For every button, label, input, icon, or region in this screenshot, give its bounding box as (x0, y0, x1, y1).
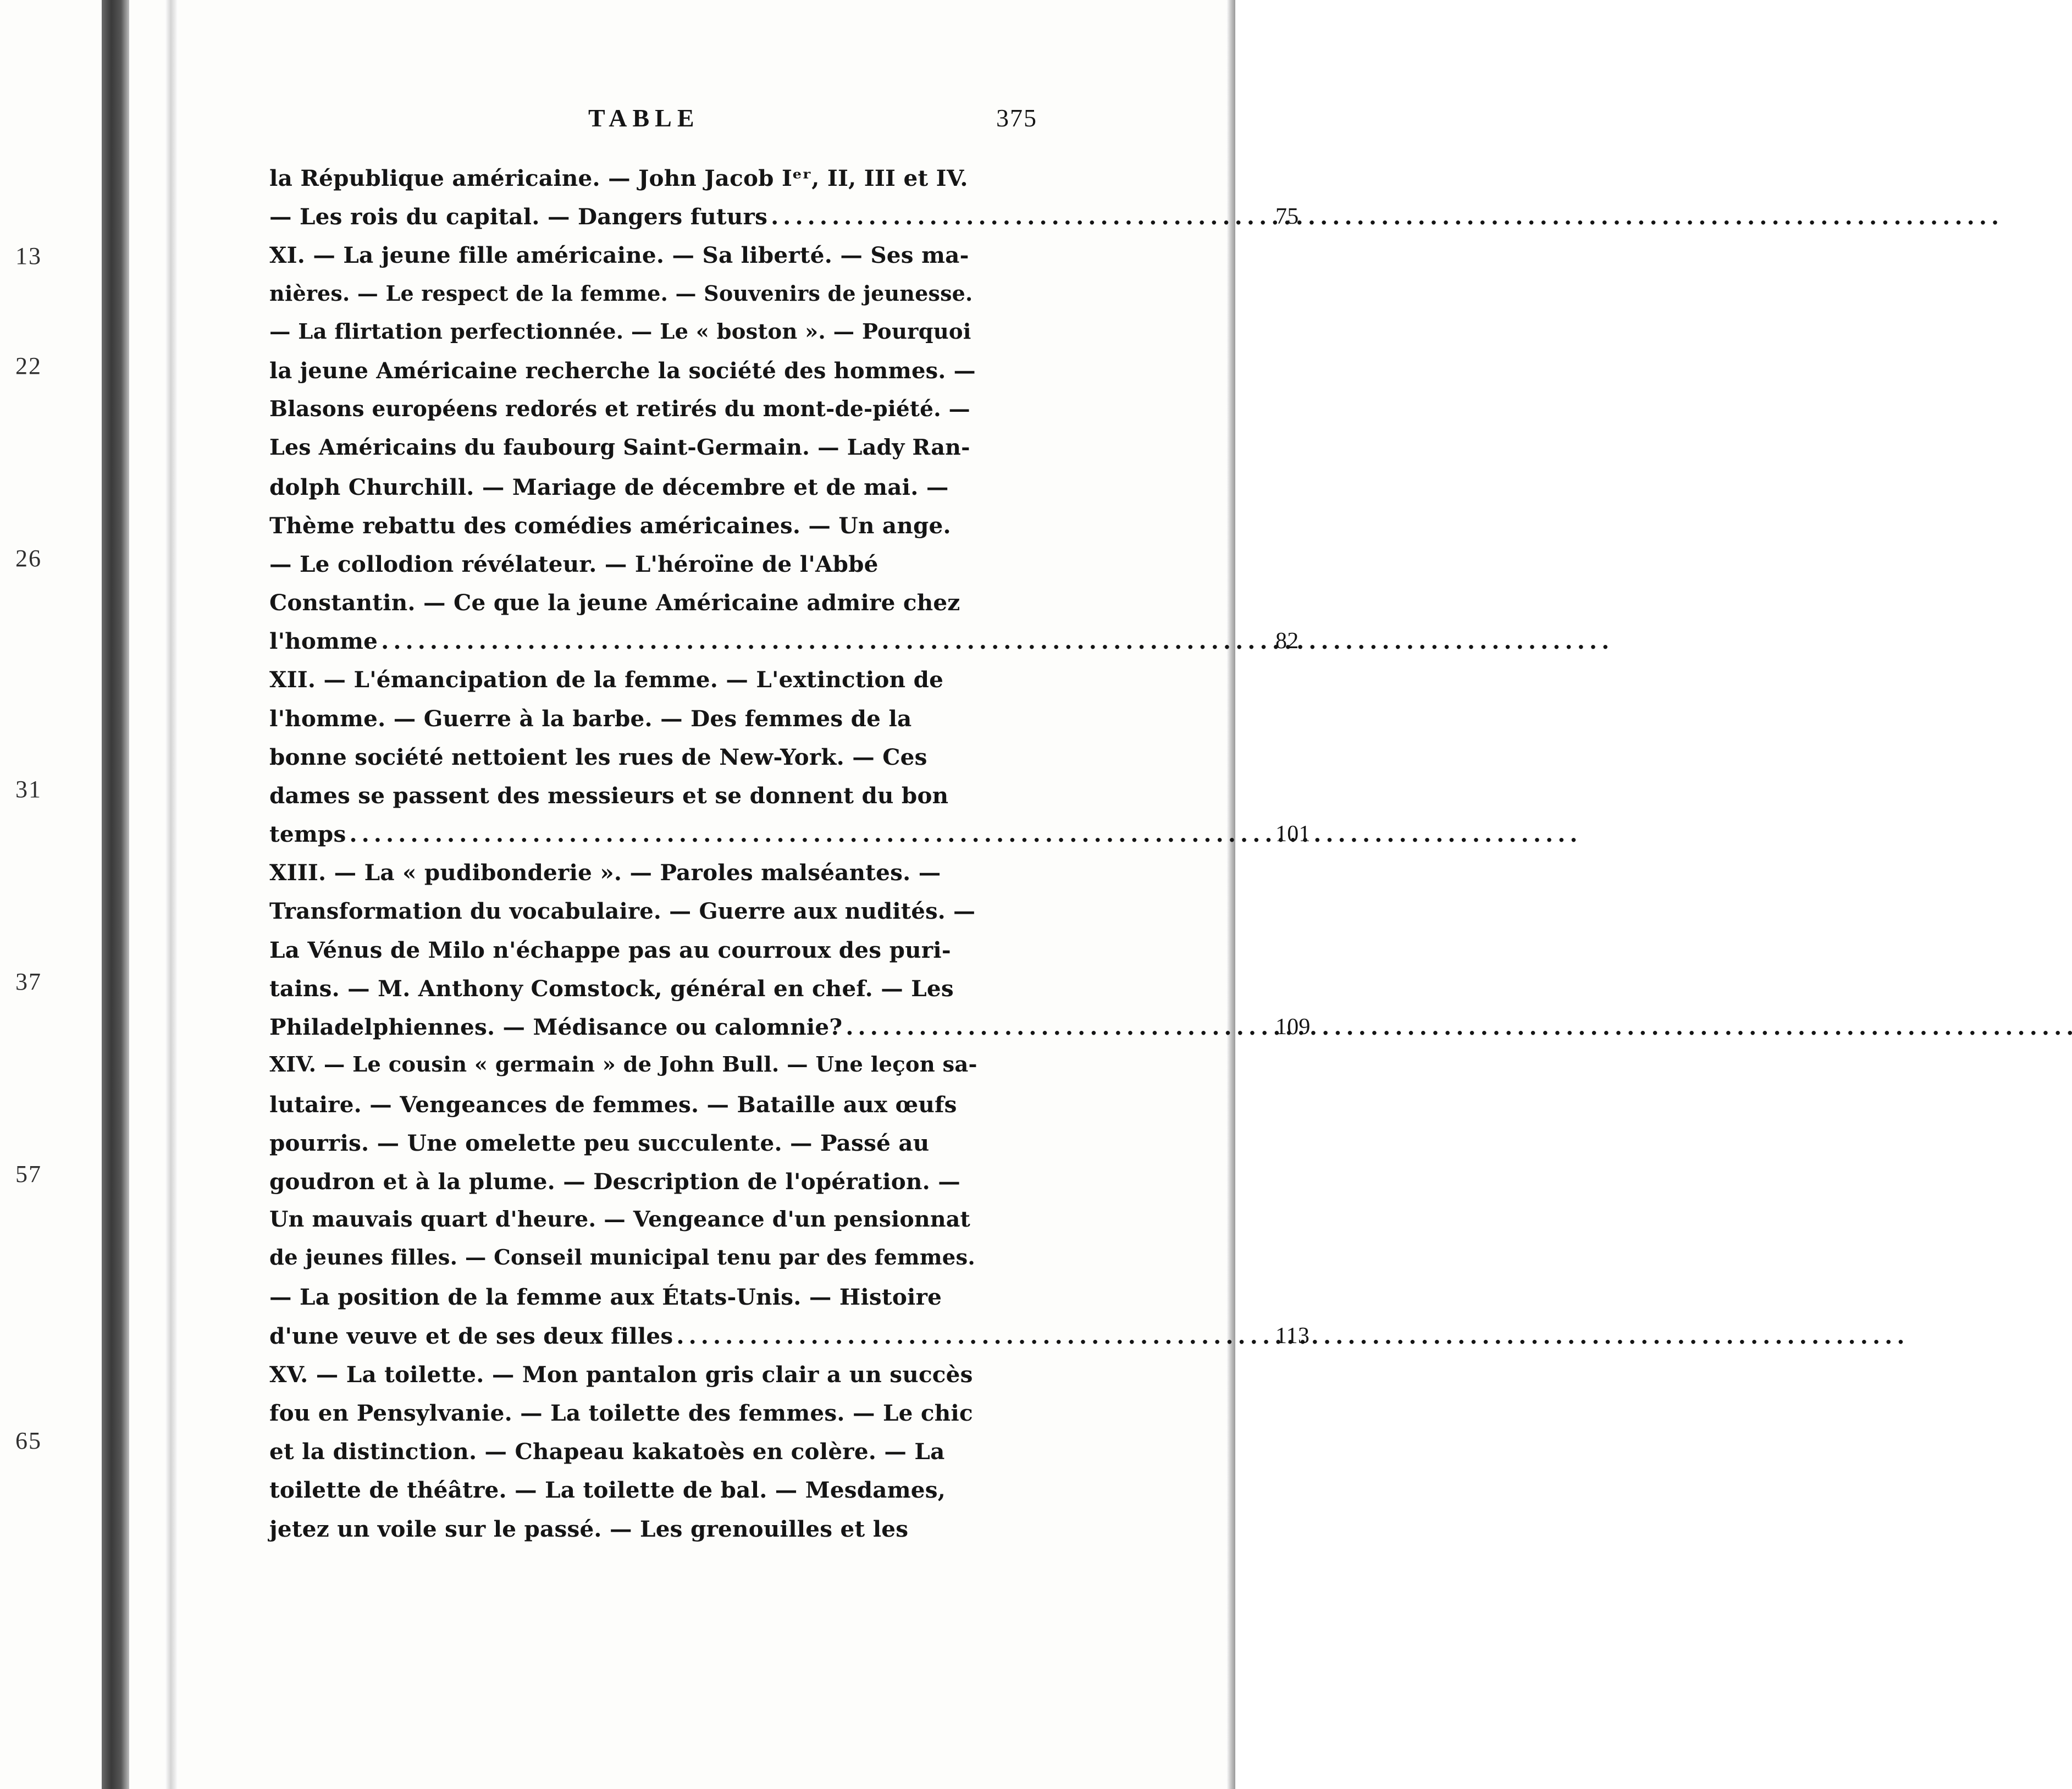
toc-line-text: Constantin. — Ce que la jeune Américaine admire chez (269, 589, 960, 616)
toc-line-text: temps (269, 821, 346, 848)
toc-line (269, 705, 979, 744)
toc-line (269, 1516, 979, 1554)
toc-line (269, 1284, 979, 1322)
toc-line-text: toilette de théâtre. — La toilette de bal. — Mesdames, (269, 1477, 946, 1504)
toc-line (269, 782, 979, 821)
toc-line-text: La Vénus de Milo n'échappe pas au courroux des puri- (269, 936, 951, 963)
toc-line (269, 551, 979, 589)
toc-line (269, 474, 979, 512)
toc-line-text: fou en Pensylvanie. — La toilette des femmes. — Le chic (269, 1400, 973, 1426)
dot-leader (349, 821, 1576, 847)
toc-line-text: Philadelphiennes. — Médisance ou calomnie? (269, 1014, 843, 1041)
margin-number: 26 (15, 545, 42, 572)
margin-number: 57 (15, 1161, 42, 1188)
toc-line-text: XIV. — Le cousin « germain » de John Bull. — Une leçon sa- (269, 1052, 977, 1078)
toc-line (269, 1438, 979, 1477)
toc-line (269, 898, 979, 937)
toc-line-text: Transformation du vocabulaire. — Guerre aux nudités. — (269, 898, 976, 924)
toc-line-text: XIII. — La « pudibonderie ». — Paroles malséantes. — (269, 859, 941, 886)
dot-leader (771, 203, 1997, 230)
toc-line-text: Les Américains du faubourg Saint-Germain. — Lady Ran- (269, 435, 970, 461)
toc-line (269, 1130, 979, 1168)
toc-line-text: l'homme (269, 628, 378, 655)
page-gutter (165, 0, 178, 1789)
running-head-page-number: 375 (996, 104, 1037, 132)
toc-line (269, 821, 1311, 859)
toc-line (269, 1168, 979, 1207)
toc-line-text: XI. — La jeune fille américaine. — Sa liberté. — Ses ma- (269, 242, 969, 269)
toc-line (269, 744, 979, 782)
toc-line (269, 975, 979, 1014)
margin-number: 31 (15, 776, 42, 803)
toc-line-text: pourris. — Une omelette peu succulente. — Passé au (269, 1129, 930, 1156)
dot-leader (846, 1014, 2072, 1040)
toc-line-text: XII. — L'émancipation de la femme. — L'extinction de (269, 666, 944, 693)
toc-line-text: dames se passent des messieurs et se donnent du bon (269, 782, 949, 809)
toc-line-text: lutaire. — Vengeances de femmes. — Bataille aux œufs (269, 1091, 957, 1118)
toc-line (269, 1052, 979, 1091)
toc-line (269, 1477, 979, 1515)
toc-line-text: Un mauvais quart d'heure. — Vengeance d'un pensionnat (269, 1207, 970, 1233)
toc-line-text: et la distinction. — Chapeau kakatoès en colère. — La (269, 1438, 945, 1465)
toc-line-text: l'homme. — Guerre à la barbe. — Des femmes de la (269, 705, 912, 732)
toc-line-text: Thème rebattu des comédies américaines. — Un ange. (269, 512, 951, 539)
toc-line (269, 281, 979, 319)
toc-line (269, 937, 979, 975)
toc-line-text: nières. — Le respect de la femme. — Souvenirs de jeunesse. (269, 280, 973, 306)
toc-line-text: jetez un voile sur le passé. — Les grenouilles et les (269, 1515, 909, 1542)
toc-line (269, 1014, 1311, 1052)
margin-number: 13 (15, 242, 42, 269)
toc-line-text: tains. — M. Anthony Comstock, général en chef. — Les (269, 975, 954, 1002)
toc-line (269, 396, 979, 435)
toc-line-text: de jeunes filles. — Conseil municipal tenu par des femmes. (269, 1245, 975, 1271)
toc-line-text: — Les rois du capital. — Dangers futurs (269, 203, 768, 230)
toc-line-text: d'une veuve et de ses deux filles (269, 1322, 673, 1349)
toc-line (269, 1091, 979, 1130)
toc-line-text: — La position de la femme aux États-Unis. — Histoire (269, 1284, 942, 1311)
toc-line (269, 203, 1299, 242)
toc-line (269, 1207, 979, 1245)
toc-line (269, 1245, 979, 1284)
toc-line (269, 319, 979, 358)
toc-line-text: — La flirtation perfectionnée. — Le « boston ». — Pourquoi (269, 319, 971, 344)
margin-number: 65 (15, 1427, 42, 1454)
toc-line (269, 1322, 1310, 1361)
toc-page-number: 109 (1275, 1014, 1311, 1040)
toc-line (269, 628, 1299, 666)
toc-line-text: XV. — La toilette. — Mon pantalon gris clair a un succès (269, 1361, 973, 1388)
toc-page-number: 113 (1275, 1323, 1310, 1349)
toc-line (269, 589, 979, 628)
toc-page-number: 82 (1275, 628, 1299, 654)
toc-line-text: bonne société nettoient les rues de New-York. — Ces (269, 743, 927, 770)
toc-line (269, 512, 979, 551)
toc-page-number: 101 (1275, 821, 1311, 847)
toc-line (269, 358, 979, 396)
toc-line (269, 435, 979, 473)
dot-leader (381, 628, 1607, 654)
toc-line-text: goudron et à la plume. — Description de l'opération. — (269, 1168, 960, 1195)
toc-line-text: la jeune Américaine recherche la société des hommes. — (269, 357, 976, 384)
toc-line-text: — Le collodion révélateur. — L'héroïne de l'Abbé (269, 550, 878, 577)
toc-line (269, 1361, 979, 1400)
toc-line (269, 1400, 979, 1438)
toc-line-text: la République américaine. — John Jacob Iᵉʳ, II, III et IV. (269, 165, 968, 191)
toc-page-number: 75 (1275, 204, 1299, 230)
toc-line-text: Blasons européens redorés et retirés du mont-de-piété. — (269, 396, 970, 422)
table-of-contents (269, 165, 1311, 1554)
toc-line (269, 666, 979, 705)
book-spine-shadow (102, 0, 129, 1789)
page-right-edge (1226, 0, 1235, 1789)
running-head-title: TABLE (588, 104, 700, 132)
toc-line (269, 859, 979, 898)
margin-number: 22 (15, 352, 42, 379)
margin-number: 37 (15, 968, 42, 995)
toc-line-text: dolph Churchill. — Mariage de décembre et de mai. — (269, 473, 949, 500)
toc-line (269, 165, 979, 203)
toc-line (269, 242, 979, 280)
